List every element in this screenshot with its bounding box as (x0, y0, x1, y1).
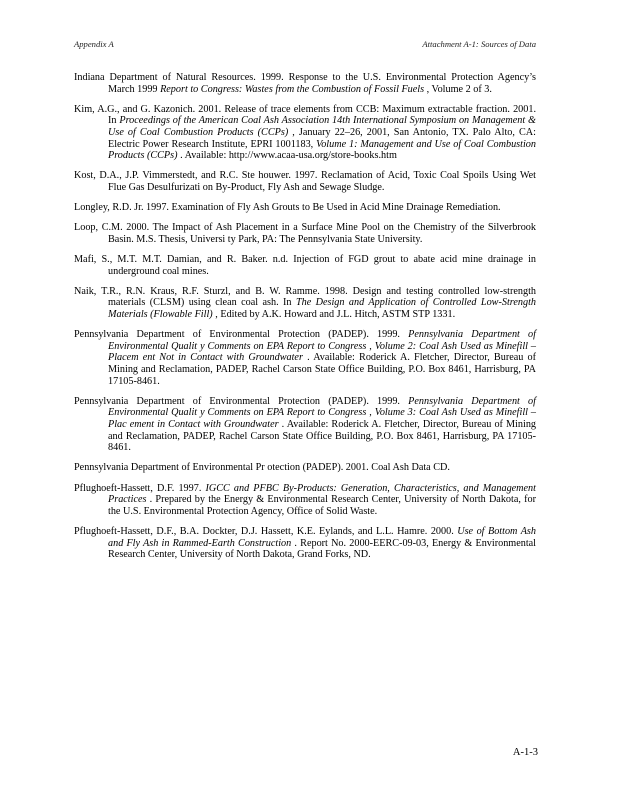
running-header-left: Appendix A (74, 39, 114, 49)
reference-entry: Longley, R.D. Jr. 1997. Examination of Fly Ash Grouts to Be Used in Acid Mine Drainage Remediation. (74, 202, 501, 214)
reference-entry: Indiana Department of Natural Resources. 1999. Response to the U.S. Environmental Protection Agency’s March 1999 Report to Congress: Wastes from the Combustion of Fossil Fuels , Volume 2 of 3. (74, 72, 536, 95)
reference-entry: Loop, C.M. 2000. The Impact of Ash Placement in a Surface Mine Pool on the Chemistry of the Silverbrook Basin. M.S. Thesis, Universi ty Park, PA: The Pennsylvania State University. (74, 222, 536, 245)
page-number: A-1-3 (512, 747, 538, 758)
reference-entry: Pennsylvania Department of Environmental Protection (PADEP). 1999. Pennsylvania Department of Environmental Qualit y Comments on EPA Report to Congress , Volume 3: Coal Ash Used as Minefill – Plac ement in Contact with Groundwater . Available: Roderick A. Fletcher, Director, Bureau of Mining and Reclamation, PADEP, Rachel Carson State Office Building, P.O. Box 8461, Harrisburg, PA 17105-8461. (74, 395, 537, 454)
reference-entry: Pflughoeft-Hassett, D.F., B.A. Dockter, D.J. Hassett, K.E. Eylands, and L.L. Hamre. 2000. Use of Bottom Ash and Fly Ash in Rammed-Earth Construction . Report No. 2000-EERC-09-03, Energy & Environmental Research Center, University of North Dakota, Grand Forks, ND. (74, 525, 537, 561)
reference-url: . Available: http://www.acaa-usa.org/store-books.htm (177, 150, 397, 162)
reference-entry: Mafi, S., M.T. M.T. Damian, and R. Baker. n.d. Injection of FGD grout to abate acid mine drainage in underground coal mines. (74, 254, 536, 277)
reference-entry: Kost, D.A., J.P. Vimmerstedt, and R.C. Ste houwer. 1997. Reclamation of Acid, Toxic Coal Spoils Using Wet Flue Gas Desulfurizati on By-Product, Fly Ash and Sewage Sludge. (74, 170, 536, 193)
reference-entry: Kim, A.G., and G. Kazonich. 2001. Release of trace elements from CCB: Maximum extractable fraction. 2001. In Proceedings of the American Coal Ash Association 14th International Symposium on Management & Use of Coal Combustion Products (CCPs) , January 22–26, 2001, San Antonio, TX. Palo Alto, CA: Electric Power Research Institute, EPRI 1001183, Volume 1: Management and Use of Coal Combustion Products (CCPs) . Available: http://www.acaa-usa.org/store-books.htm (74, 103, 536, 162)
reference-list (74, 72, 536, 569)
reference-entry: Naik, T.R., R.N. Kraus, R.F. Sturzl, and B. W. Ramme. 1998. Design and testing controlled low-strength materials (CLSM) using clean coal ash. In The Design and Application of Controlled Low-Strength Materials (Flowable Fill) , Edited by A.K. Howard and J.L. Hitch, ASTM STP 1331. (74, 285, 536, 321)
reference-entry: Pflughoeft-Hassett, D.F. 1997. IGCC and PFBC By-Products: Generation, Characteristics, and Management Practices . Prepared by the Energy & Environmental Research Center, University of North Dakota, for the U.S. Environmental Protection Agency, Office of Solid Waste. (74, 482, 536, 517)
running-header-right: Attachment A-1: Sources of Data (422, 39, 536, 49)
reference-entry: Pennsylvania Department of Environmental Pr otection (PADEP). 2001. Coal Ash Data CD. (74, 462, 450, 474)
reference-entry: Pennsylvania Department of Environmental Protection (PADEP). 1999. Pennsylvania Department of Environmental Qualit y Comments on EPA Report to Congress , Volume 2: Coal Ash Used as Minefill – Placem ent Not in Contact with Groundwater . Available: Roderick A. Fletcher, Director, Bureau of Mining and Reclamation, PADEP, Rachel Carson State Office Building, P.O. Box 8461, Harrisburg, PA 17105-8461. (74, 329, 537, 387)
